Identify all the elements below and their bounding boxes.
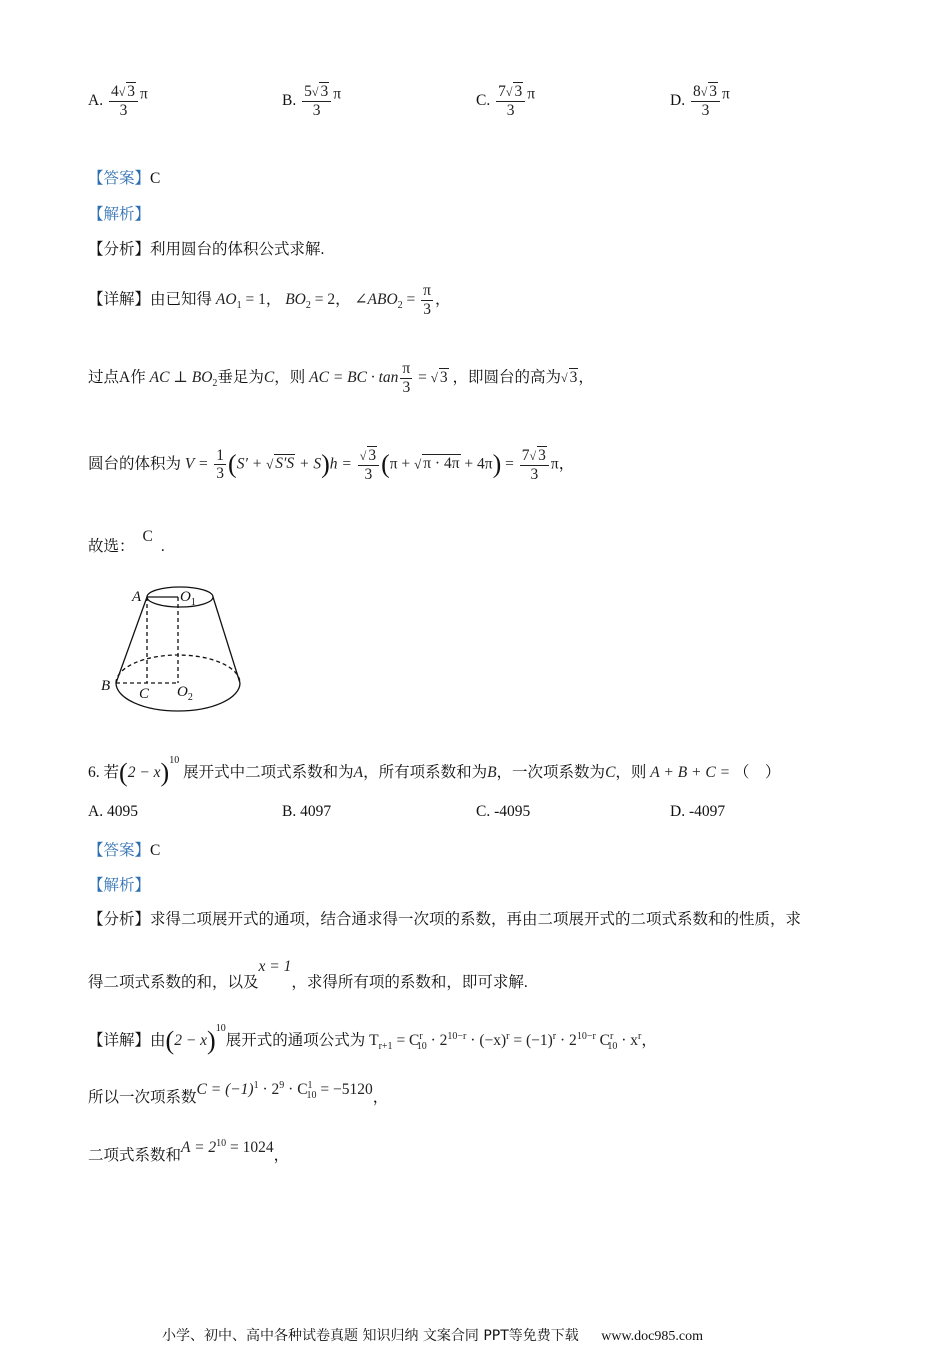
q5-detail-line4: 故选：C. — [88, 528, 165, 555]
label-c: C — [139, 686, 150, 702]
frustum-figure — [95, 580, 255, 715]
option-label: C. — [476, 91, 491, 109]
q6-detail-line1: 【详解】由$(2 - x)^{10}$展开式的通项公式为 $T_{r+1} = C^r_{10} \cdot 2^{10-r} \cdot (-x)^r = (-1)^r \cdot 2^{10-r}$ $C^r_{10} \cdot x^r$， — [88, 1023, 657, 1055]
footer-text: 小学、初中、高中各种试卷真题 知识归纳 文案合同 PPT等免费下载 — [162, 1328, 579, 1344]
right-slant-edge — [213, 597, 240, 683]
q5-option-c: C. $\frac{7√ 3}{3}$ π — [476, 83, 536, 119]
label-b: B — [101, 678, 111, 694]
q6-answer: 【答案】C — [88, 842, 161, 859]
q5-detail-line1: 【详解】由已知得 $AO_1 = 1$， $BO_2 = 2$， $\angle ABO_2$ = $\frac{\pi}{3}$ ， — [88, 282, 451, 318]
option-label: B. — [282, 91, 297, 109]
left-slant-edge — [116, 597, 147, 683]
q6-stem: 6. 若$(2 - x)^{10}$ 展开式中二项式系数和为A，所有项系数和为B，一次项系数为C，则 A + B + C = （ ） — [88, 755, 781, 787]
q6-option-c: C. -4095 — [476, 803, 531, 820]
option-label: A. — [88, 91, 104, 109]
q5-option-a: A. $\frac{4√ 3}{3}$ π — [88, 83, 148, 119]
q5-option-d: D. $\frac{8√ 3}{3}$ π — [670, 83, 730, 119]
q6-fenxi-line1: 【分析】求得二项展开式的通项，结合通求得一次项的系数，再由二项展开式的二项式系数和的性质，求 — [88, 911, 802, 928]
option-fraction: $\frac{4√ 3}{3}$ — [109, 82, 138, 120]
q5-detail-line3: 圆台的体积为 V = $\frac{1}{3}$ (S′ + √ S′S + S)h = $\frac{√ 3}{3}$ (π + √ π · 4π + 4π) = $\frac{7√ 3}{3}$ π， — [88, 446, 575, 483]
footer-url[interactable]: www.doc985.com — [601, 1329, 703, 1344]
label-a: A — [132, 589, 142, 605]
general-term-formula: $T_{r+1} = C^r_{10} \cdot 2^{10-r} \cdot (-x)^r = (-1)^r \cdot 2^{10-r}$ $C^r_{10} \cdot x^r$ — [369, 1030, 642, 1053]
label-o1: $O_1$ — [180, 589, 196, 608]
q6-option-b: B. 4097 — [282, 803, 332, 820]
footer — [162, 1325, 703, 1345]
q5-detail-line2: 过点A作 AC ⊥ $BO_2$垂足为C，则 AC = BC · tan $\frac{\pi}{3}$ = √ 3 ，即圆台的高为√ 3， — [88, 360, 594, 396]
q6-option-a: A. 4095 — [88, 803, 138, 820]
q6-analysis-heading: 【解析】 — [88, 877, 151, 894]
q5-fenxi: 【分析】利用圆台的体积公式求解. — [88, 241, 325, 258]
q5-analysis-heading: 【解析】 — [88, 206, 151, 223]
option-fraction: $\frac{8√ 3}{3}$ — [691, 82, 720, 120]
q5-option-b: B. $\frac{5√ 3}{3}$ π — [282, 83, 342, 119]
q6-option-d: D. -4097 — [670, 803, 726, 820]
option-fraction: $\frac{5√ 3}{3}$ — [302, 82, 331, 120]
option-label: D. — [670, 91, 686, 109]
q6-fenxi-line2: 得二项式系数的和，以及x = 1，求得所有项的系数和，即可求解. — [88, 958, 528, 991]
q6-detail-line2: 所以一次项系数$C = (-1)^1 \cdot 2^9 \cdot C^1_{10} = -5120$， — [88, 1080, 389, 1107]
q5-answer: 【答案】C — [88, 170, 161, 187]
q6-detail-line3: 二项式系数和$A = 2^{10} = 1024$， — [88, 1138, 290, 1165]
label-o2: $O_2$ — [177, 684, 193, 703]
option-fraction: $\frac{7√ 3}{3}$ — [496, 82, 525, 120]
